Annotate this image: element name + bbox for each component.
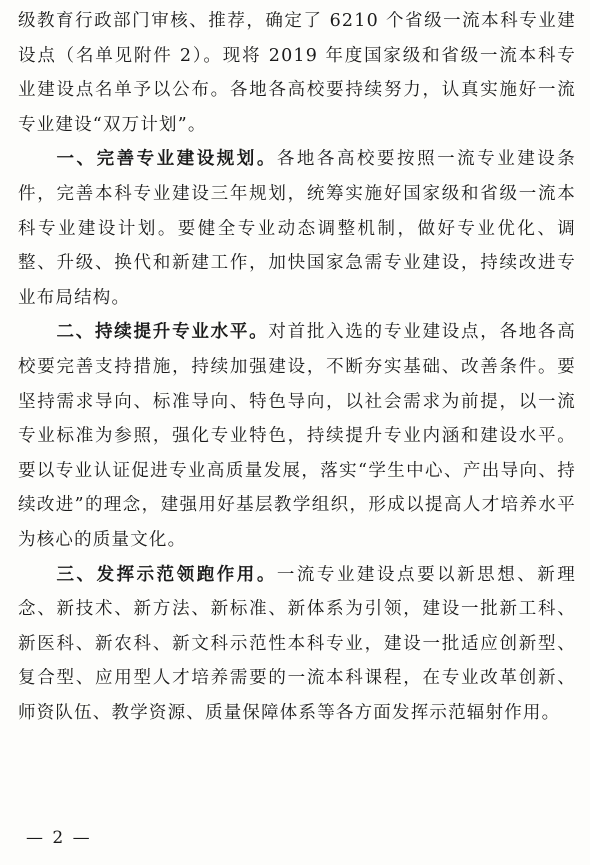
- paragraph-intro: [18, 4, 576, 142]
- section-3-heading: 三、发挥示范领跑作用。: [56, 564, 277, 585]
- paragraph-intro-text: 级教育行政部门审核、推荐，确定了 6210 个省级一流本科专业建设点（名单见附件 2）。现将 2019 年度国家级和省级一流本科专业建设点名单予以公布。各地各高校要持续努力，认真实施好一流专业建设“双万计划”。: [18, 11, 576, 135]
- paragraph-section-2: [18, 315, 576, 557]
- section-2-heading: 二、持续提升专业水平。: [56, 322, 269, 343]
- document-body: [18, 4, 576, 730]
- section-1-heading: 一、完善专业建设规划。: [56, 149, 277, 170]
- section-3-body: 一流专业建设点要以新思想、新理念、新技术、新方法、新标准、新体系为引领，建设一批新工科、新医科、新农科、新文科示范性本科专业，建设一批适应创新型、复合型、应用型人才培养需要的一流本科课程，在专业改革创新、师资队伍、教学资源、质量保障体系等各方面发挥示范辐射作用。: [18, 564, 577, 723]
- page-number: — 2 —: [26, 828, 92, 848]
- paragraph-section-3: [18, 558, 576, 731]
- paragraph-section-1: [18, 142, 576, 315]
- section-1-body: 各地各高校要按照一流专业建设条件，完善本科专业建设三年规划，统筹实施好国家级和省级一流本科专业建设计划。要健全专业动态调整机制，做好专业优化、调整、升级、换代和新建工作，加快国家急需专业建设，持续改进专业布局结构。: [18, 149, 577, 308]
- section-2-body: 对首批入选的专业建设点，各地各高校要完善支持措施，持续加强建设，不断夯实基础、改善条件。要坚持需求导向、标准导向、特色导向，以社会需求为前提，以一流专业标准为参照，强化专业特色，持续提升专业内涵和建设水平。要以专业认证促进专业高质量发展，落实“学生中心、产出导向、持续改进”的理念，建强用好基层教学组织，形成以提高人才培养水平为核心的质量文化。: [18, 322, 576, 550]
